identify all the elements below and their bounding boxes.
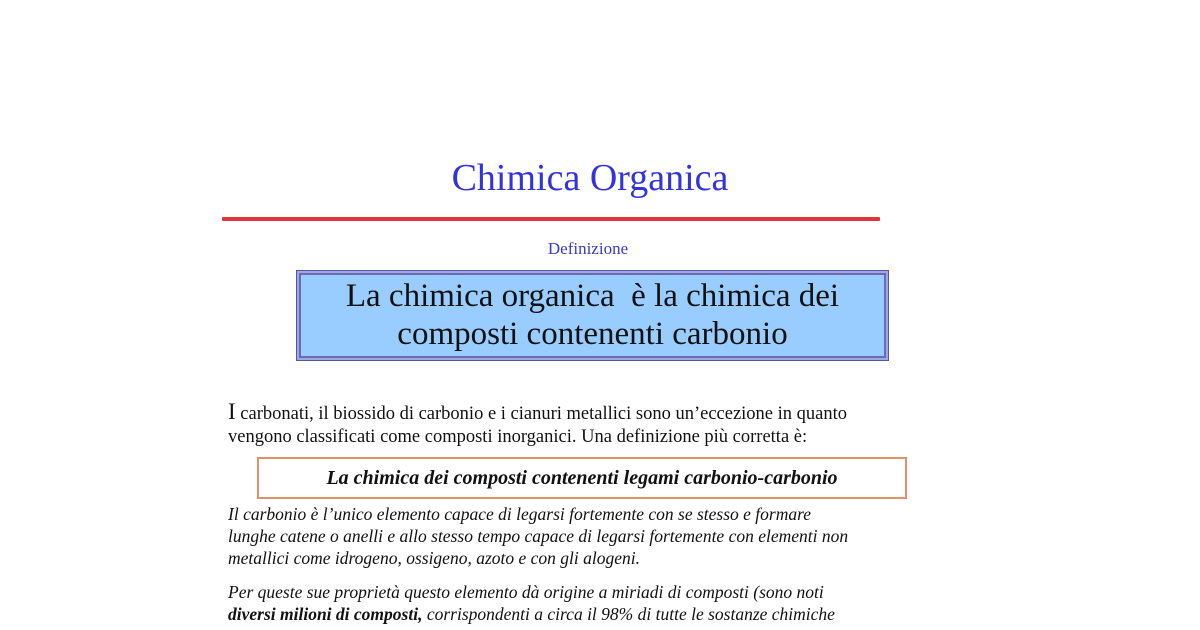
carbon-paragraph-line-1: Il carbonio è l’unico elemento capace di legarsi fortemente con se stesso e formare (228, 504, 812, 524)
intro-dropcap: I (228, 399, 236, 424)
properties-bold-phrase: diversi milioni di composti, (228, 604, 423, 624)
definition-line-2: composti contenenti carbonio (397, 316, 788, 352)
carbon-paragraph (228, 503, 918, 569)
definition-line-1: La chimica organica è la chimica dei (345, 278, 840, 314)
intro-paragraph (228, 400, 908, 449)
properties-paragraph (228, 581, 918, 625)
properties-paragraph-line-1: Per queste sue proprietà questo elemento dà origine a miriadi di composti (sono noti (228, 582, 824, 602)
page-title: Chimica Organica (451, 157, 729, 199)
properties-paragraph-line-2-text: corrispondenti a circa il 98% di tutte le sostanze chimiche (422, 604, 835, 624)
title-underline-rule (222, 217, 880, 221)
intro-line-1-text: carbonati, il biossido di carbonio e i cianuri metallici sono un’eccezione in quanto (235, 404, 848, 424)
section-subtitle: Definizione (547, 239, 629, 258)
intro-line-1 (228, 400, 908, 426)
highlight-definition-box: La chimica dei composti contenenti legami carbonio-carbonio (257, 457, 907, 499)
properties-paragraph-line-2 (228, 603, 918, 625)
carbon-paragraph-line-3: metallici come idrogeno, ossigeno, azoto e con gli alogeni. (228, 548, 640, 568)
definition-box (296, 270, 889, 361)
intro-line-2: vengono classificati come composti inorganici. Una definizione più corretta è: (228, 427, 808, 447)
carbon-paragraph-line-2: lunghe catene o anelli e allo stesso tempo capace di legarsi fortemente con elementi non (228, 526, 849, 546)
